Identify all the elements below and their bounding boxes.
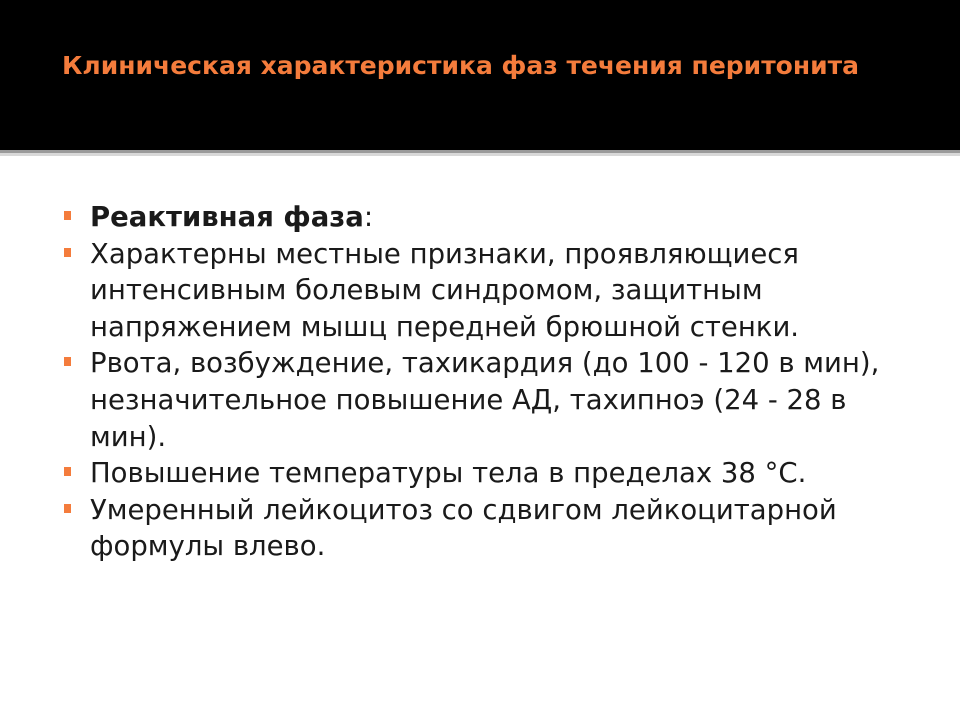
title-divider-light (0, 153, 960, 156)
slide-title: Клиническая характеристика фаз течения перитонита (62, 51, 860, 80)
bullet-item-leukocytosis (62, 492, 922, 565)
title-bar (0, 0, 960, 150)
bullet-list (62, 199, 922, 565)
bullet-item-local-signs (62, 236, 922, 346)
bullet-text: Повышение температуры тела в пределах 38 °С. (90, 457, 807, 490)
square-bullet-icon (64, 357, 71, 366)
square-bullet-icon (64, 248, 71, 257)
bullet-text: : (363, 201, 374, 233)
square-bullet-icon (64, 211, 71, 220)
bullet-text: Характерны местные признаки, проявляющиеся интенсивным болевым синдромом, защитным напряжением мышц передней брюшной стенки. (90, 237, 800, 343)
square-bullet-icon (64, 504, 71, 513)
bullet-item-reactive-phase (62, 199, 922, 236)
bullet-heading: Реактивная фаза (90, 201, 364, 233)
square-bullet-icon (64, 467, 71, 476)
bullet-item-temperature (62, 455, 922, 492)
bullet-item-vomiting (62, 345, 922, 455)
bullet-text: Рвота, возбуждение, тахикардия (до 100 - 120 в мин), незначительное повышение АД, тахипноэ (24 - 28 в мин). (90, 347, 880, 453)
bullet-text: Умеренный лейкоцитоз со сдвигом лейкоцитарной формулы влево. (90, 493, 837, 563)
